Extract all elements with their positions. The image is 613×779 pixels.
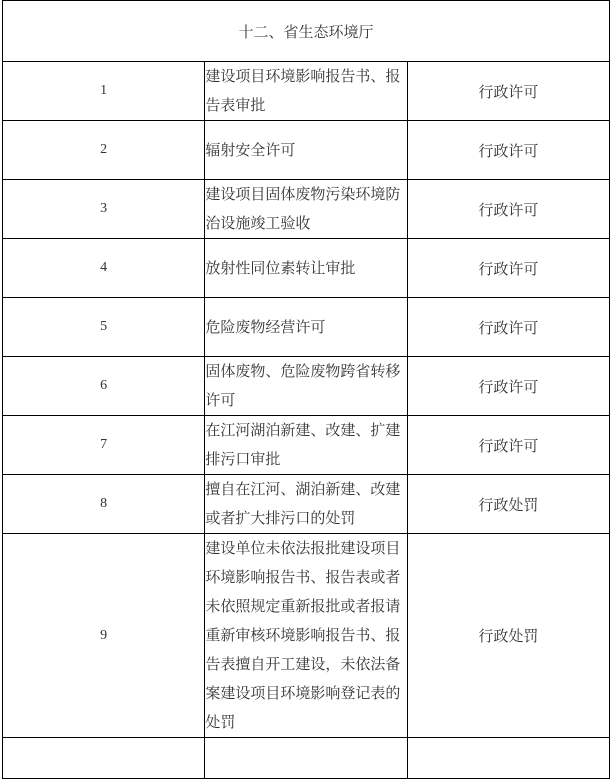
row-type: 行政许可 [407, 239, 609, 298]
row-number: 8 [3, 475, 205, 534]
row-type: 行政处罚 [407, 475, 609, 534]
row-type: 行政处罚 [407, 534, 609, 738]
row-type: 行政许可 [407, 121, 609, 180]
table-row [3, 475, 610, 534]
row-number: 4 [3, 239, 205, 298]
row-number: 5 [3, 298, 205, 357]
section-header-row [3, 1, 610, 62]
section-title: 十二、省生态环境厅 [3, 1, 610, 62]
row-type: 行政许可 [407, 180, 609, 239]
row-item-empty [205, 738, 407, 779]
row-number: 1 [3, 62, 205, 121]
table-row [3, 534, 610, 738]
row-type-empty [407, 738, 609, 779]
row-item: 放射性同位素转让审批 [205, 239, 407, 298]
row-item: 建设项目固体废物污染环境防治设施竣工验收 [205, 180, 407, 239]
table-row [3, 62, 610, 121]
table-row-partial [3, 738, 610, 779]
row-item: 危险废物经营许可 [205, 298, 407, 357]
row-number: 3 [3, 180, 205, 239]
row-number: 6 [3, 357, 205, 416]
table-row [3, 357, 610, 416]
row-item: 在江河湖泊新建、改建、扩建排污口审批 [205, 416, 407, 475]
row-number: 9 [3, 534, 205, 738]
row-item: 擅自在江河、湖泊新建、改建或者扩大排污口的处罚 [205, 475, 407, 534]
row-item: 建设项目环境影响报告书、报告表审批 [205, 62, 407, 121]
row-type: 行政许可 [407, 62, 609, 121]
items-table [2, 0, 610, 779]
row-item: 固体废物、危险废物跨省转移许可 [205, 357, 407, 416]
row-number: 7 [3, 416, 205, 475]
row-type: 行政许可 [407, 298, 609, 357]
row-item: 辐射安全许可 [205, 121, 407, 180]
table-row [3, 239, 610, 298]
row-number: 2 [3, 121, 205, 180]
row-item: 建设单位未依法报批建设项目环境影响报告书、报告表或者未依照规定重新报批或者报请重新审核环境影响报告书、报告表擅自开工建设，未依法备案建设项目环境影响登记表的处罚 [205, 534, 407, 738]
table-row [3, 180, 610, 239]
row-type: 行政许可 [407, 357, 609, 416]
row-number-empty [3, 738, 205, 779]
row-type: 行政许可 [407, 416, 609, 475]
table-row [3, 416, 610, 475]
table-row [3, 298, 610, 357]
table-row [3, 121, 610, 180]
